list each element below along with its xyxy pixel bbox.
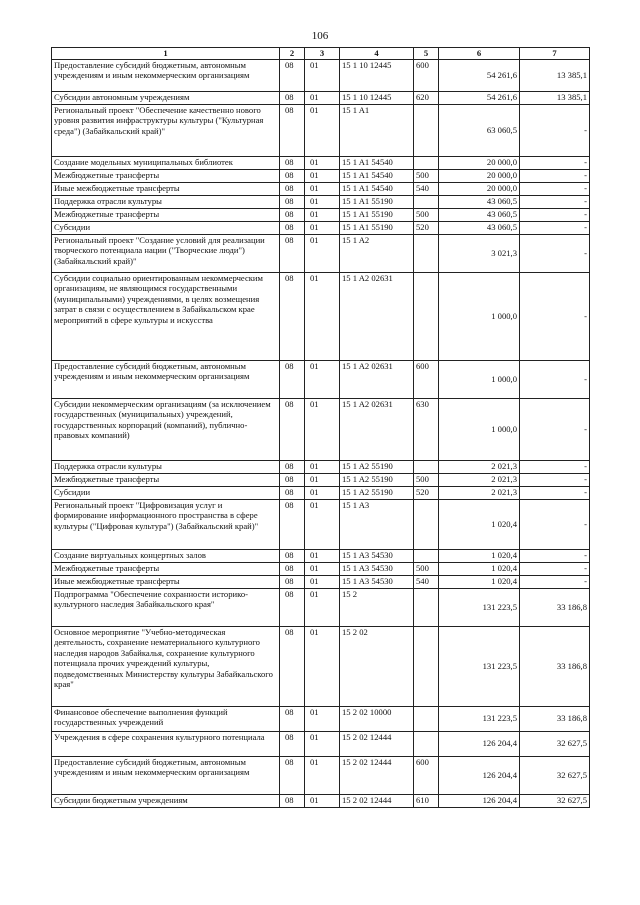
row-name-cell: Субсидии некоммерческим организациям (за исключением государственных (муниципальных) учреждений, государственных корпораций (компаний), публично-правовых компаний) <box>52 398 280 460</box>
row-subsection-cell: 01 <box>305 398 340 460</box>
row-amount-cell: 20 000,0 <box>439 182 520 195</box>
row-amount-cell: 1 000,0 <box>439 272 520 360</box>
row-amount2-cell: - <box>520 234 590 272</box>
row-expense-type-cell: 600 <box>414 59 439 91</box>
row-amount2-cell: - <box>520 486 590 499</box>
row-subsection-cell: 01 <box>305 156 340 169</box>
row-expense-type-cell <box>414 499 439 549</box>
row-amount-cell: 2 021,3 <box>439 460 520 473</box>
row-subsection-cell: 01 <box>305 360 340 398</box>
row-amount2-cell: 33 186,8 <box>520 706 590 731</box>
table-row <box>52 486 590 499</box>
row-amount2-cell: 13 385,1 <box>520 91 590 104</box>
row-section-cell: 08 <box>280 104 305 156</box>
row-target-code-cell: 15 1 A1 54540 <box>340 156 414 169</box>
row-expense-type-cell: 500 <box>414 473 439 486</box>
row-target-code-cell: 15 1 A2 02631 <box>340 398 414 460</box>
row-amount-cell: 54 261,6 <box>439 59 520 91</box>
header-cell: 3 <box>305 48 340 60</box>
row-target-code-cell: 15 1 A1 55190 <box>340 221 414 234</box>
row-expense-type-cell: 600 <box>414 360 439 398</box>
row-name-cell: Межбюджетные трансферты <box>52 562 280 575</box>
table-row <box>52 756 590 794</box>
row-target-code-cell: 15 2 <box>340 588 414 626</box>
row-target-code-cell: 15 2 02 12444 <box>340 756 414 794</box>
row-target-code-cell: 15 1 A1 55190 <box>340 208 414 221</box>
row-target-code-cell: 15 1 A2 02631 <box>340 360 414 398</box>
row-amount2-cell: - <box>520 221 590 234</box>
row-target-code-cell: 15 2 02 12444 <box>340 794 414 807</box>
row-target-code-cell: 15 2 02 10000 <box>340 706 414 731</box>
row-subsection-cell: 01 <box>305 575 340 588</box>
row-target-code-cell: 15 1 A3 54530 <box>340 549 414 562</box>
row-name-cell: Межбюджетные трансферты <box>52 169 280 182</box>
row-section-cell: 08 <box>280 169 305 182</box>
row-expense-type-cell <box>414 104 439 156</box>
row-target-code-cell: 15 1 10 12445 <box>340 91 414 104</box>
row-section-cell: 08 <box>280 486 305 499</box>
table-row <box>52 182 590 195</box>
row-subsection-cell: 01 <box>305 499 340 549</box>
row-section-cell: 08 <box>280 221 305 234</box>
row-subsection-cell: 01 <box>305 486 340 499</box>
row-subsection-cell: 01 <box>305 562 340 575</box>
row-expense-type-cell: 610 <box>414 794 439 807</box>
row-section-cell: 08 <box>280 626 305 706</box>
row-amount-cell: 1 020,4 <box>439 549 520 562</box>
row-subsection-cell: 01 <box>305 169 340 182</box>
row-amount2-cell: - <box>520 575 590 588</box>
header-cell: 4 <box>340 48 414 60</box>
row-amount2-cell: - <box>520 272 590 360</box>
row-target-code-cell: 15 2 02 <box>340 626 414 706</box>
table-row <box>52 794 590 807</box>
table-row <box>52 473 590 486</box>
row-subsection-cell: 01 <box>305 588 340 626</box>
row-subsection-cell: 01 <box>305 104 340 156</box>
row-name-cell: Создание виртуальных концертных залов <box>52 549 280 562</box>
page-number: 106 <box>311 30 329 42</box>
row-subsection-cell: 01 <box>305 731 340 756</box>
row-target-code-cell: 15 1 10 12445 <box>340 59 414 91</box>
row-expense-type-cell <box>414 626 439 706</box>
row-name-cell: Поддержка отрасли культуры <box>52 195 280 208</box>
row-section-cell: 08 <box>280 208 305 221</box>
row-amount-cell: 20 000,0 <box>439 169 520 182</box>
row-target-code-cell: 15 1 A2 55190 <box>340 460 414 473</box>
table-row <box>52 706 590 731</box>
row-amount-cell: 126 204,4 <box>439 794 520 807</box>
row-expense-type-cell: 540 <box>414 182 439 195</box>
row-subsection-cell: 01 <box>305 182 340 195</box>
table-row <box>52 195 590 208</box>
header-cell: 6 <box>439 48 520 60</box>
row-section-cell: 08 <box>280 360 305 398</box>
table-row <box>52 234 590 272</box>
row-target-code-cell: 15 1 A1 <box>340 104 414 156</box>
row-expense-type-cell: 620 <box>414 91 439 104</box>
table-row <box>52 588 590 626</box>
row-target-code-cell: 15 2 02 12444 <box>340 731 414 756</box>
row-section-cell: 08 <box>280 562 305 575</box>
row-section-cell: 08 <box>280 272 305 360</box>
row-section-cell: 08 <box>280 234 305 272</box>
row-target-code-cell: 15 1 A1 55190 <box>340 195 414 208</box>
row-amount2-cell: - <box>520 460 590 473</box>
row-expense-type-cell: 600 <box>414 756 439 794</box>
row-amount2-cell: - <box>520 562 590 575</box>
row-amount-cell: 43 060,5 <box>439 221 520 234</box>
row-name-cell: Субсидии бюджетным учреждениям <box>52 794 280 807</box>
row-amount-cell: 126 204,4 <box>439 756 520 794</box>
row-target-code-cell: 15 1 A2 <box>340 234 414 272</box>
row-name-cell: Учреждения в сфере сохранения культурного потенциала <box>52 731 280 756</box>
row-name-cell: Субсидии социально ориентированным некоммерческим организациям, не являющимся государственными (муниципальными) учреждениями, в целях возмещения затрат в связи с осуществлением в Забайкальском крае мероприятий в сфере культуры и искусства <box>52 272 280 360</box>
row-subsection-cell: 01 <box>305 626 340 706</box>
row-subsection-cell: 01 <box>305 59 340 91</box>
row-expense-type-cell <box>414 234 439 272</box>
row-amount-cell: 1 020,4 <box>439 575 520 588</box>
table-row <box>52 91 590 104</box>
row-amount-cell: 3 021,3 <box>439 234 520 272</box>
row-amount2-cell: - <box>520 169 590 182</box>
row-name-cell: Региональный проект "Обеспечение качественно нового уровня развития инфраструктуры культуры ("Культурная среда") (Забайкальский край)" <box>52 104 280 156</box>
header-cell: 2 <box>280 48 305 60</box>
row-amount-cell: 1 020,4 <box>439 562 520 575</box>
table-row <box>52 499 590 549</box>
row-amount2-cell: 33 186,8 <box>520 626 590 706</box>
row-amount-cell: 1 000,0 <box>439 398 520 460</box>
row-amount2-cell: - <box>520 195 590 208</box>
row-name-cell: Подпрограмма "Обеспечение сохранности историко-культурного наследия Забайкальского края" <box>52 588 280 626</box>
row-name-cell: Иные межбюджетные трансферты <box>52 575 280 588</box>
row-name-cell: Иные межбюджетные трансферты <box>52 182 280 195</box>
row-amount2-cell: - <box>520 208 590 221</box>
row-name-cell: Региональный проект "Цифровизация услуг и формирование информационного пространства в сфере культуры ("Цифровая культура") (Забайкальский край)" <box>52 499 280 549</box>
row-section-cell: 08 <box>280 756 305 794</box>
row-amount2-cell: - <box>520 156 590 169</box>
row-expense-type-cell <box>414 272 439 360</box>
row-subsection-cell: 01 <box>305 221 340 234</box>
row-name-cell: Межбюджетные трансферты <box>52 208 280 221</box>
row-expense-type-cell <box>414 195 439 208</box>
row-target-code-cell: 15 1 A1 54540 <box>340 169 414 182</box>
row-expense-type-cell: 500 <box>414 169 439 182</box>
row-section-cell: 08 <box>280 499 305 549</box>
row-amount2-cell: 33 186,8 <box>520 588 590 626</box>
row-section-cell: 08 <box>280 460 305 473</box>
row-section-cell: 08 <box>280 731 305 756</box>
row-subsection-cell: 01 <box>305 208 340 221</box>
row-subsection-cell: 01 <box>305 794 340 807</box>
row-name-cell: Предоставление субсидий бюджетным, автономным учреждениям и иным некоммерческим организациям <box>52 756 280 794</box>
row-section-cell: 08 <box>280 91 305 104</box>
table-row <box>52 626 590 706</box>
header-cell: 1 <box>52 48 280 60</box>
row-subsection-cell: 01 <box>305 272 340 360</box>
table-row <box>52 731 590 756</box>
table-row <box>52 460 590 473</box>
row-expense-type-cell: 520 <box>414 221 439 234</box>
row-name-cell: Субсидии <box>52 221 280 234</box>
row-section-cell: 08 <box>280 588 305 626</box>
row-amount2-cell: 32 627,5 <box>520 731 590 756</box>
row-name-cell: Поддержка отрасли культуры <box>52 460 280 473</box>
row-subsection-cell: 01 <box>305 460 340 473</box>
table-row <box>52 221 590 234</box>
table-row <box>52 156 590 169</box>
row-section-cell: 08 <box>280 794 305 807</box>
row-amount2-cell: 32 627,5 <box>520 794 590 807</box>
table-row <box>52 398 590 460</box>
row-section-cell: 08 <box>280 706 305 731</box>
row-section-cell: 08 <box>280 549 305 562</box>
table-row <box>52 104 590 156</box>
row-amount2-cell: - <box>520 398 590 460</box>
row-section-cell: 08 <box>280 182 305 195</box>
row-expense-type-cell: 500 <box>414 562 439 575</box>
row-subsection-cell: 01 <box>305 91 340 104</box>
row-amount-cell: 131 223,5 <box>439 626 520 706</box>
row-expense-type-cell <box>414 731 439 756</box>
row-expense-type-cell: 630 <box>414 398 439 460</box>
table-row <box>52 562 590 575</box>
row-expense-type-cell <box>414 588 439 626</box>
row-amount-cell: 1 000,0 <box>439 360 520 398</box>
row-subsection-cell: 01 <box>305 195 340 208</box>
row-subsection-cell: 01 <box>305 473 340 486</box>
row-amount2-cell: - <box>520 182 590 195</box>
row-section-cell: 08 <box>280 156 305 169</box>
row-amount2-cell: - <box>520 104 590 156</box>
row-amount-cell: 2 021,3 <box>439 486 520 499</box>
row-subsection-cell: 01 <box>305 756 340 794</box>
row-amount2-cell: - <box>520 549 590 562</box>
row-section-cell: 08 <box>280 59 305 91</box>
row-amount2-cell: - <box>520 360 590 398</box>
row-subsection-cell: 01 <box>305 706 340 731</box>
row-section-cell: 08 <box>280 398 305 460</box>
row-amount-cell: 54 261,6 <box>439 91 520 104</box>
row-amount-cell: 20 000,0 <box>439 156 520 169</box>
row-name-cell: Предоставление субсидий бюджетным, автономным учреждениям и иным некоммерческим организациям <box>52 360 280 398</box>
header-row <box>52 48 590 60</box>
row-expense-type-cell <box>414 156 439 169</box>
row-target-code-cell: 15 1 A3 54530 <box>340 562 414 575</box>
table-row <box>52 208 590 221</box>
row-subsection-cell: 01 <box>305 549 340 562</box>
table-row <box>52 549 590 562</box>
row-target-code-cell: 15 1 A2 55190 <box>340 473 414 486</box>
table-row <box>52 360 590 398</box>
row-amount-cell: 43 060,5 <box>439 208 520 221</box>
header-cell: 7 <box>520 48 590 60</box>
table-row <box>52 575 590 588</box>
header-cell: 5 <box>414 48 439 60</box>
table-row <box>52 59 590 91</box>
row-amount-cell: 126 204,4 <box>439 731 520 756</box>
row-section-cell: 08 <box>280 575 305 588</box>
row-section-cell: 08 <box>280 195 305 208</box>
row-target-code-cell: 15 1 A3 54530 <box>340 575 414 588</box>
row-subsection-cell: 01 <box>305 234 340 272</box>
row-expense-type-cell: 500 <box>414 208 439 221</box>
table-row <box>52 272 590 360</box>
row-name-cell: Субсидии <box>52 486 280 499</box>
row-amount2-cell: - <box>520 473 590 486</box>
row-target-code-cell: 15 1 A3 <box>340 499 414 549</box>
budget-table <box>51 47 590 808</box>
row-expense-type-cell <box>414 549 439 562</box>
row-expense-type-cell <box>414 706 439 731</box>
row-expense-type-cell <box>414 460 439 473</box>
row-name-cell: Межбюджетные трансферты <box>52 473 280 486</box>
row-name-cell: Основное мероприятие "Учебно-методическая деятельность, сохранение нематериального культурного наследия народов Забайкалья, сохранение культурного потенциала прочих учреждений культуры, подведомственных Министерству культуры Забайкальского края" <box>52 626 280 706</box>
row-name-cell: Создание модельных муниципальных библиотек <box>52 156 280 169</box>
row-amount-cell: 63 060,5 <box>439 104 520 156</box>
row-amount-cell: 131 223,5 <box>439 706 520 731</box>
row-target-code-cell: 15 1 A1 54540 <box>340 182 414 195</box>
row-target-code-cell: 15 1 A2 02631 <box>340 272 414 360</box>
row-amount-cell: 43 060,5 <box>439 195 520 208</box>
table-row <box>52 169 590 182</box>
row-amount2-cell: 32 627,5 <box>520 756 590 794</box>
row-section-cell: 08 <box>280 473 305 486</box>
row-amount2-cell: - <box>520 499 590 549</box>
row-expense-type-cell: 520 <box>414 486 439 499</box>
row-amount-cell: 1 020,4 <box>439 499 520 549</box>
row-name-cell: Субсидии автономным учреждениям <box>52 91 280 104</box>
row-name-cell: Финансовое обеспечение выполнения функций государственных учреждений <box>52 706 280 731</box>
row-amount-cell: 2 021,3 <box>439 473 520 486</box>
row-name-cell: Предоставление субсидий бюджетным, автономным учреждениям и иным некоммерческим организациям <box>52 59 280 91</box>
row-amount-cell: 131 223,5 <box>439 588 520 626</box>
row-target-code-cell: 15 1 A2 55190 <box>340 486 414 499</box>
row-expense-type-cell: 540 <box>414 575 439 588</box>
row-amount2-cell: 13 385,1 <box>520 59 590 91</box>
row-name-cell: Региональный проект "Создание условий для реализации творческого потенциала нации ("Творческие люди") (Забайкальский край)" <box>52 234 280 272</box>
